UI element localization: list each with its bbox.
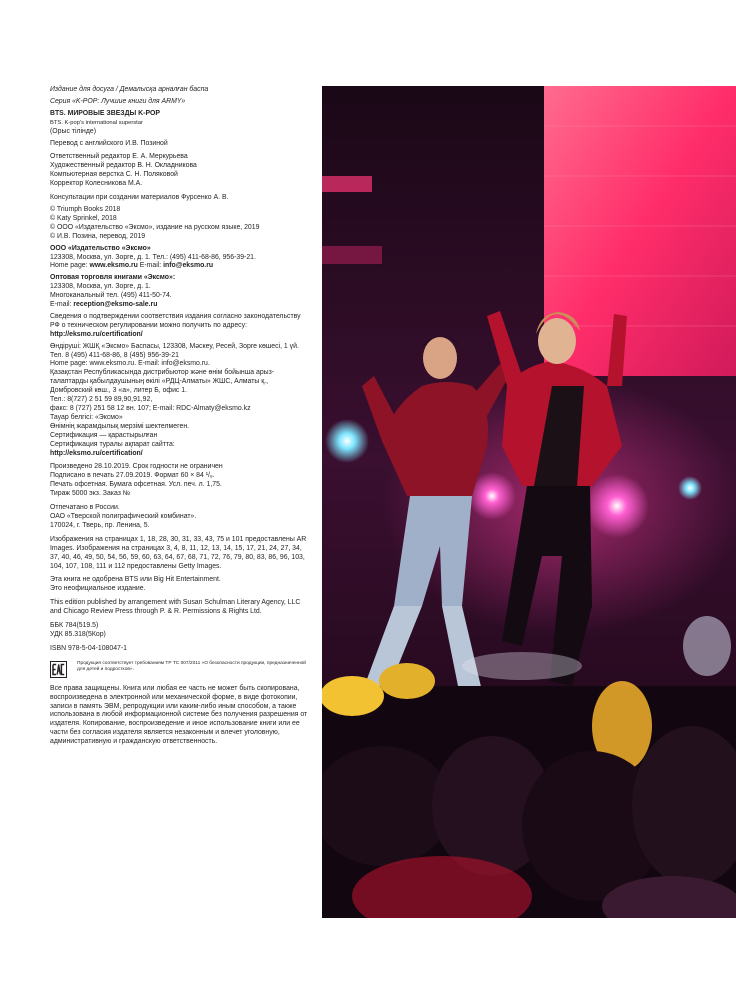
printer-name: ОАО «Тверской полиграфический комбинат». (50, 512, 197, 520)
print-type: Печать офсетная. Бумага офсетная. Усл. печ. л. 1,75. (50, 481, 222, 489)
concert-photo (322, 86, 736, 918)
editor-responsible: Ответственный редактор Е. А. Меркурьева (50, 153, 188, 161)
printer-address: 170024, г. Тверь, пр. Ленина, 5. (50, 521, 150, 529)
wholesale-phone: Многоканальный тел. (495) 411-50-74. (50, 292, 172, 300)
imprint-column (50, 86, 312, 747)
print-run: Тираж 5000 экз. Заказ № (50, 490, 131, 498)
consult-credit: Консультации при создании материалов Фурсенко А. В. (50, 194, 229, 202)
publisher-website-link[interactable]: www.eksmo.ru (89, 262, 138, 270)
spotlight-magenta (585, 474, 649, 538)
book-title-original: BTS. K-pop's international superstar (50, 119, 143, 126)
isbn: ISBN 978-5-04-108047-1 (50, 644, 127, 652)
kz-phone: Тел. 8 (495) 411-68-86, 8 (495) 956-39-21 (50, 351, 179, 359)
publisher-email-link[interactable]: info@eksmo.ru (163, 262, 214, 270)
copyright-line: © ООО «Издательство «Эксмо», издание на русском языке, 2019 (50, 223, 260, 231)
copyright-line: © Triumph Books 2018 (50, 205, 121, 213)
kz-shelf-life: Өнімнің жарамдылық мерзімі шектелмеген. (50, 422, 190, 430)
book-title: BTS. МИРОВЫЕ ЗВЕЗДЫ K-POP (50, 109, 160, 117)
light-bar (322, 176, 372, 192)
layout-credit: Компьютерная верстка С. Н. Поляковой (50, 171, 178, 179)
kz-certification-link[interactable]: http://eksmo.ru/certification/ (50, 449, 143, 457)
wholesale-title: Оптовая торговля книгами «Эксмо»: (50, 274, 176, 282)
wholesale-address: 123308, Москва, ул. Зорге, д. 1. (50, 283, 151, 291)
kz-trademark: Тауар белгісі: «Эксмо» (50, 413, 123, 421)
publisher-address: 123308, Москва, ул. Зорге, д. 1. Тел.: (495) 411-68-86, 956-39-21. (50, 253, 256, 261)
disclaimer: Эта книга не одобрена BTS или Big Hit Entertainment. (50, 576, 221, 584)
kz-certification: Сертификация — қарастырылған (50, 431, 158, 439)
editor-art: Художественный редактор В. Н. Окладникова (50, 162, 197, 170)
spotlight-white (678, 476, 702, 500)
edition-note: This edition published by arrangement with Susan Schulman Literary Agency, LLC and Chicago Review Press through P. & R. Permissions & Rights Ltd. (50, 599, 301, 616)
bbk-code: ББК 784(519.5) (50, 622, 99, 630)
kz-home-page: Home page: www.eksmo.ru. E-mail: info@eksmo.ru. (50, 360, 210, 368)
eac-block (50, 661, 312, 678)
leisure-line: Издание для досуга / Демалысқа арналған баспа (50, 86, 209, 93)
kz-distributor: Қазақстан Республикасында дистрибьютор және өнім бойынша арыз-талаптарды қабылдаушының өкілі «РДЦ-Алматы» ЖШС, Алматы қ., Домбровский көш., 3 «а», литер Б, офис 1. (50, 369, 275, 395)
language-note: (Орыс тілінде) (50, 127, 96, 135)
email-label: E-mail: (50, 301, 74, 309)
rights-reserved: Все права защищены. Книга или любая ее часть не может быть скопирована, воспроизведена в электронной или механической форме, в виде фотокопии, записи в память ЭВМ, репродукции или каким-либо иным способом, а также использована в любой информационной системе без получения разрешения от издателя. Копирование, воспроизведение и иное использование книги или ее части без согласия издателя является незаконным и влечет уголовную, административную и гражданскую ответственность. (50, 684, 308, 746)
wholesale-email (50, 301, 312, 310)
copyright-line: © И.В. Позина, перевод, 2019 (50, 232, 146, 240)
kz-phone-2: Тел.: 8(727) 2 51 59 89,90,91,92, (50, 396, 153, 404)
publisher-contacts (50, 262, 312, 271)
translation-credit: Перевод с английского И.В. Позиной (50, 139, 168, 147)
series-line: Серия «K-POP: Лучшие книги для ARMY» (50, 97, 186, 105)
disclaimer: Это неофициальное издание. (50, 585, 146, 593)
eac-mark-icon (50, 661, 67, 678)
kz-certification-site: Сертификация туралы ақпарат сайтта: (50, 440, 175, 448)
home-page-label: Home page: (50, 262, 90, 270)
light-bar (322, 246, 382, 264)
certification-info: Сведения о подтверждении соответствия издания согласно законодательству РФ о техническом регулировании можно получить по адресу: (50, 312, 301, 329)
spotlight-cyan (325, 419, 369, 463)
production-date: Произведено 28.10.2019. Срок годности не ограничен (50, 463, 223, 471)
wholesale-email-link[interactable]: reception@eksmo-sale.ru (73, 301, 158, 309)
printed-in: Отпечатано в России. (50, 504, 120, 512)
eac-note: Продукция соответствует требованиям ТР ТС 007/2011 «О безопасности продукции, предназначенной для детей и подростков». (77, 660, 306, 672)
udk-code: УДК 85.318(5Кор) (50, 630, 106, 638)
publisher-name: ООО «Издательство «Эксмо» (50, 244, 151, 252)
copyright-line: © Katy Sprinkel, 2018 (50, 214, 117, 222)
signed-to-print: Подписано в печать 27.09.2019. Формат 60 × 84 ¹/₈. (50, 472, 215, 480)
kz-manufacturer: Өндіруші: ЖШҚ «Эксмо» Баспасы, 123308, Мәскеу, Ресей, Зорге көшесі, 1 үй. (50, 342, 299, 350)
email-label: E-mail: (137, 262, 164, 270)
certification-link[interactable]: http://eksmo.ru/certification/ (50, 330, 143, 338)
kz-fax: факс: 8 (727) 251 58 12 вн. 107; E-mail: RDC-Almaty@eksmo.kz (50, 405, 251, 412)
corrector-credit: Корректор Колесникова М.А. (50, 180, 143, 188)
images-credit: Изображения на страницах 1, 18, 28, 30, 31, 33, 43, 75 и 101 предоставлены AR Images. Изображения на страницах 3, 4, 8, 11, 12, 13, 14, 15, 17, 21, 24, 27, 34, 37, 40, 46, 49, 50, 54, 56, 59, 60, 63, 64, 67, 68, 71, 72, 76, 79, 80, 83, 86, 96, 103, 104, 107, 108, 111 и 112 предоставлены Getty Images. (50, 535, 307, 570)
